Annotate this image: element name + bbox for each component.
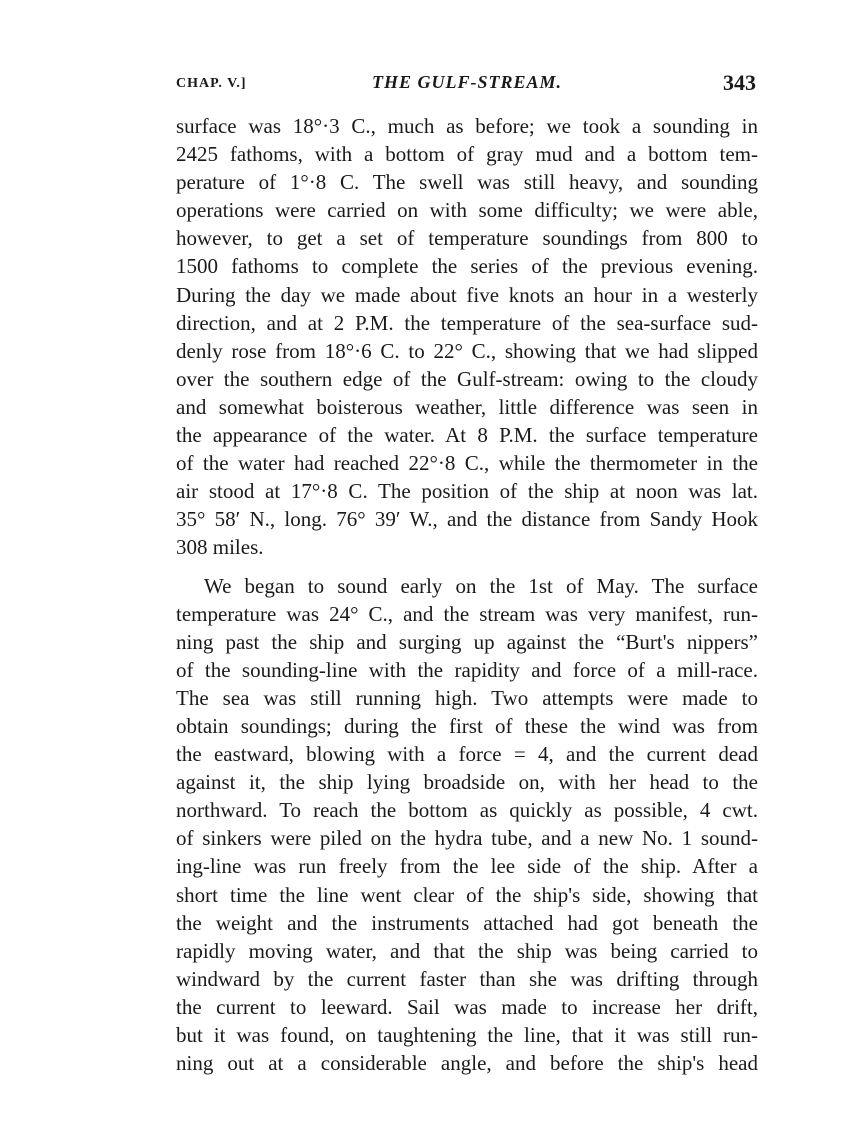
text-line: of the sounding-line with the rapidity and force of a mill-race. [176,657,758,682]
text-line: perature of 1°·8 C. The swell was still heavy, and sounding [176,170,758,195]
text-line: northward. To reach the bottom as quickly as possible, 4 cwt. [176,798,758,823]
text-line: We began to sound early on the 1st of May. The surface [204,573,758,598]
running-title: THE GULF-STREAM. [371,72,563,92]
text-line: the appearance of the water. At 8 P.M. the surface temperature [176,423,758,448]
chapter-label: CHAP. V.] [176,76,247,91]
body-text [176,112,758,1077]
page-number: 343 [723,70,756,95]
text-line: operations were carried on with some difficulty; we were able, [176,198,758,223]
text-line: the eastward, blowing with a force = 4, and the current dead [176,742,758,767]
text-line: denly rose from 18°·6 C. to 22° C., showing that we had slipped [176,338,758,363]
text-line: 1500 fathoms to complete the series of the previous evening. [176,254,758,279]
running-head [176,70,758,100]
text-line: of the water had reached 22°·8 C., while the thermometer in the [176,451,758,476]
text-line: and somewhat boisterous weather, little difference was seen in [176,394,758,419]
text-line: 35° 58′ N., long. 76° 39′ W., and the distance from Sandy Hook [176,507,758,532]
paragraph-1 [176,112,758,562]
text-line: ing-line was run freely from the lee side of the ship. After a [176,854,758,879]
text-line: temperature was 24° C., and the stream was very manifest, run- [176,601,758,626]
text-line: surface was 18°·3 C., much as before; we took a sounding in [176,114,758,138]
text-line: the weight and the instruments attached had got beneath the [176,910,758,935]
text-line: 2425 fathoms, with a bottom of gray mud and a bottom tem- [176,142,758,167]
text-line: over the southern edge of the Gulf-stream: owing to the cloudy [176,366,758,391]
text-line: but it was found, on taughtening the line, that it was still run- [176,1023,758,1047]
text-line: 308 miles. [176,535,264,560]
paragraph-spacer [176,562,758,572]
paragraph-2 [176,572,758,1078]
text-line: the current to leeward. Sail was made to increase her drift, [176,994,758,1019]
text-line: rapidly moving water, and that the ship was being carried to [176,938,758,963]
text-line: obtain soundings; during the first of these the wind was from [176,713,758,738]
text-line: of sinkers were piled on the hydra tube, and a new No. 1 sound- [176,826,758,851]
text-line: During the day we made about five knots an hour in a westerly [176,282,758,307]
text-line: direction, and at 2 P.M. the temperature of the sea-surface sud- [176,310,758,335]
text-line: against it, the ship lying broadside on, with her head to the [176,770,758,795]
text-line: air stood at 17°·8 C. The position of the ship at noon was lat. [176,479,758,504]
text-line: however, to get a set of temperature soundings from 800 to [176,226,758,251]
text-line: The sea was still running high. Two attempts were made to [176,685,758,710]
text-line: ning past the ship and surging up against the “Burt's nippers” [176,629,758,654]
text-line: windward by the current faster than she was drifting through [176,966,758,991]
text-line: ning out at a considerable angle, and before the ship's head [176,1051,758,1076]
text-line: short time the line went clear of the ship's side, showing that [176,882,758,907]
